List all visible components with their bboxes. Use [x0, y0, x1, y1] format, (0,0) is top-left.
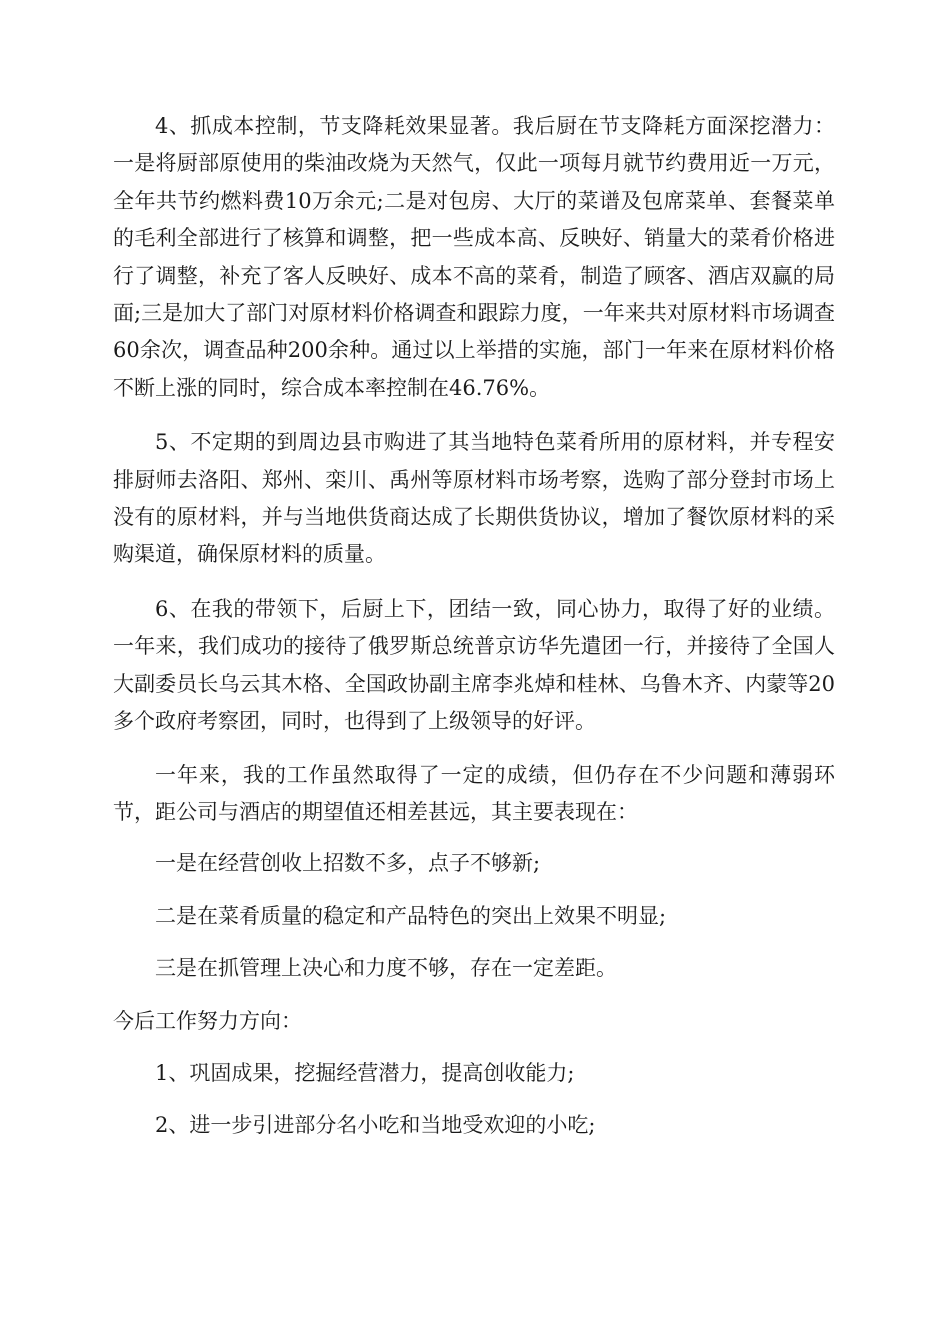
document-page [113, 108, 835, 1160]
paragraph-shortcoming-3: 三是在抓管理上决心和力度不够，存在一定差距。 [155, 956, 617, 981]
paragraph-shortcomings-intro: 一年来，我的工作虽然取得了一定的成绩，但仍存在不少问题和薄弱环节，距公司与酒店的期望值还相差甚远，其主要表现在： [113, 762, 835, 824]
paragraph-shortcoming-1: 一是在经营创收上招数不多，点子不够新; [155, 851, 541, 876]
paragraph-achievements: 6、在我的带领下，后厨上下，团结一致，同心协力，取得了好的业绩。一年来，我们成功的接待了俄罗斯总统普京访华先遣团一行，并接待了全国人大副委员长乌云其木格、全国政协副主席李兆焯和桂林、乌鲁木齐、内蒙等20多个政府考察团，同时，也得到了上级领导的好评。 [113, 596, 835, 734]
paragraph-shortcoming-2: 二是在菜肴质量的稳定和产品特色的突出上效果不明显; [155, 903, 667, 928]
section-heading-future-direction: 今后工作努力方向： [113, 1008, 302, 1033]
paragraph-cost-control: 4、抓成本控制，节支降耗效果显著。我后厨在节支降耗方面深挖潜力：一是将厨部原使用的柴油改烧为天然气，仅此一项每月就节约费用近一万元，全年共节约燃料费10万余元;二是对包房、大厅的菜谱及包席菜单、套餐菜单的毛利全部进行了核算和调整，把一些成本高、反映好、销量大的菜肴价格进行了调整，补充了客人反映好、成本不高的菜肴，制造了顾客、酒店双赢的局面;三是加大了部门对原材料价格调查和跟踪力度，一年来共对原材料市场调查60余次，调查品种200余种。通过以上举措的实施，部门一年来在原材料价格不断上涨的同时，综合成本率控制在46.76%。 [113, 114, 835, 400]
paragraph-direction-2: 2、进一步引进部分名小吃和当地受欢迎的小吃; [155, 1113, 596, 1138]
paragraph-direction-1: 1、巩固成果，挖掘经营潜力，提高创收能力; [155, 1060, 575, 1085]
paragraph-raw-materials: 5、不定期的到周边县市购进了其当地特色菜肴所用的原材料，并专程安排厨师去洛阳、郑州、栾川、禹州等原材料市场考察，选购了部分登封市场上没有的原材料，并与当地供货商达成了长期供货协议，增加了餐饮原材料的采购渠道，确保原材料的质量。 [113, 430, 835, 567]
